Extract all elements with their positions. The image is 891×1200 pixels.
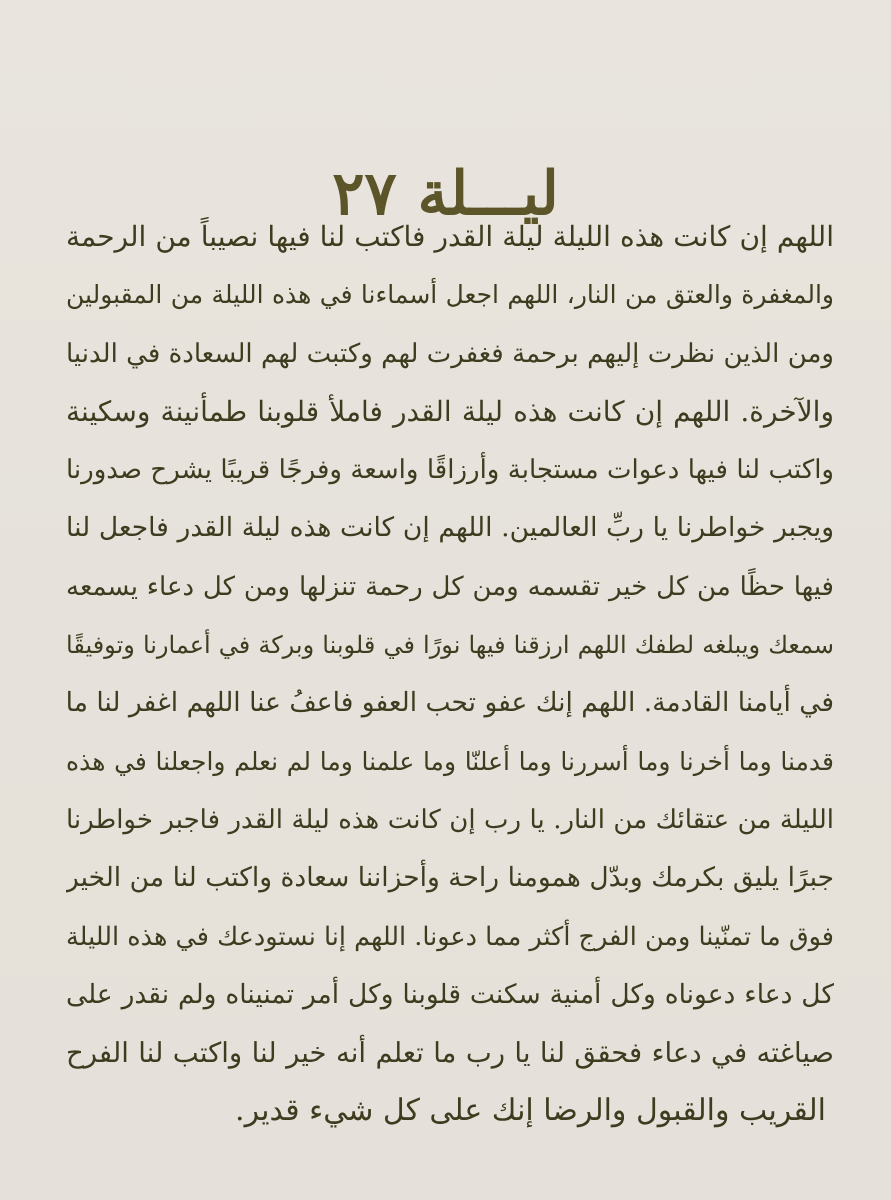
text-line: فوق ما تمنّينا ومن الفرج أكثر مما دعونا. اللهم إنا نستودعك في هذه الليلة bbox=[66, 921, 834, 952]
text-line: جبرًا يليق بكرمك وبدّل همومنا راحة وأحزاننا سعادة واكتب لنا من الخير bbox=[66, 862, 834, 894]
text-line: واكتب لنا فيها دعوات مستجابة وأرزاقًا واسعة وفرجًا قريبًا يشرح صدورنا bbox=[66, 455, 834, 486]
text-line-last: القريب والقبول والرضا إنك على كل شيء قدير. bbox=[235, 1093, 826, 1129]
dua-body bbox=[66, 208, 834, 1141]
text-line: ويجبر خواطرنا يا ربِّ العالمين. اللهم إن كانت هذه ليلة القدر فاجعل لنا bbox=[66, 512, 834, 544]
text-line: صياغته في دعاء فحقق لنا يا رب ما تعلم أنه خير لنا واكتب لنا الفرح bbox=[66, 1037, 834, 1070]
text-line: والآخرة. اللهم إن كانت هذه ليلة القدر فاملأ قلوبنا طمأنينة وسكينة bbox=[66, 394, 834, 428]
text-line: سمعك ويبلغه لطفك اللهم ارزقنا فيها نورًا في قلوبنا وبركة في أعمارنا وتوفيقًا bbox=[66, 631, 834, 660]
text-line: في أيامنا القادمة. اللهم إنك عفو تحب العفو فاعفُ عنا اللهم اغفر لنا ما bbox=[66, 687, 834, 719]
text-line: كل دعاء دعوناه وكل أمنية سكنت قلوبنا وكل أمر تمنيناه ولم نقدر على bbox=[66, 978, 834, 1010]
text-line: اللهم إن كانت هذه الليلة ليلة القدر فاكتب لنا فيها نصيباً من الرحمة bbox=[66, 220, 834, 253]
page-title: ليـــلة ٢٧ bbox=[332, 159, 559, 230]
text-line: والمغفرة والعتق من النار، اللهم اجعل أسماءنا في هذه الليلة من المقبولين bbox=[66, 280, 834, 310]
text-line: الليلة من عتقائك من النار. يا رب إن كانت هذه ليلة القدر فاجبر خواطرنا bbox=[66, 804, 834, 835]
text-line: قدمنا وما أخرنا وما أسررنا وما أعلنّا وما علمنا وما لم نعلم واجعلنا في هذه bbox=[66, 746, 834, 776]
text-line: ومن الذين نظرت إليهم برحمة فغفرت لهم وكتبت لهم السعادة في الدنيا bbox=[66, 338, 834, 369]
text-line: فيها حظًا من كل خير تقسمه ومن كل رحمة تنزلها ومن كل دعاء يسمعه bbox=[66, 571, 834, 602]
